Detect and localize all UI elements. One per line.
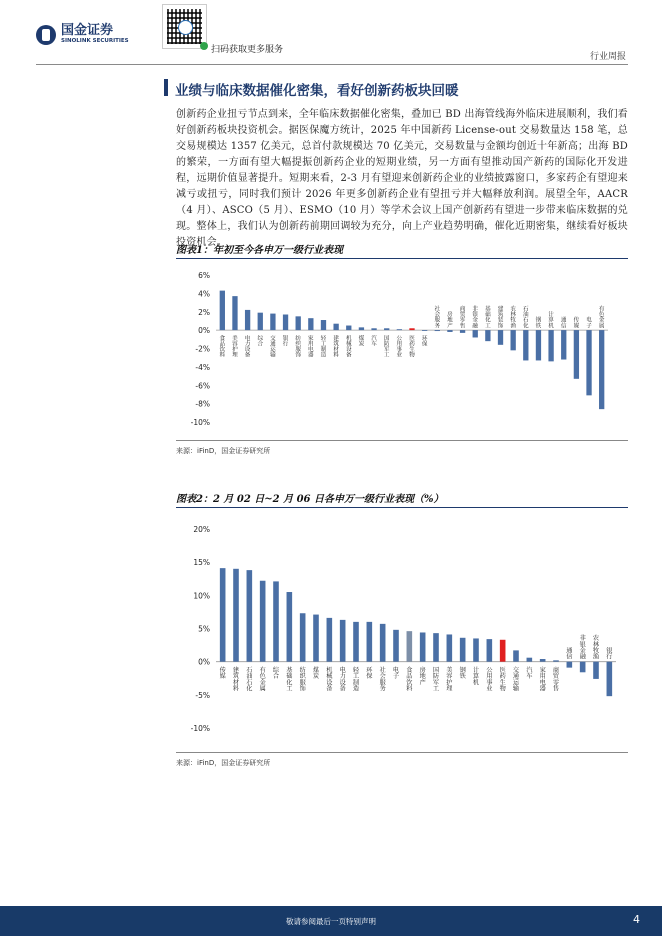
bar	[409, 328, 414, 330]
bar	[384, 328, 389, 330]
bar	[447, 634, 453, 661]
bar	[247, 570, 253, 662]
category-label: 钢铁	[535, 317, 542, 330]
category-label: 国防军工	[383, 335, 390, 359]
category-label: 有色金属	[598, 306, 605, 330]
category-label: 煤炭	[312, 666, 320, 681]
bar	[245, 310, 250, 330]
category-label: 商贸零售	[552, 666, 560, 693]
logo-name-en: SINOLINK SECURITIES	[61, 38, 129, 44]
body-paragraph: 创新药企业扭亏节点到来，全年临床数据催化密集，叠加已 BD 出海管线海外临床进展顺利，我们看好创新药板块投资机会。据医保魔方统计，2025 年中国新药 License-out 交易数量达 158 笔，总交易规模达 1357 亿美元，总首付款规模达 70 亿美元，交易数量与金额均创近十年新高；出海 BD 的繁荣，一方面有望大幅提振创新药企业的短期业绩，另一方面有望推动国产新药的国际化开发进程，远期价值显著提升。短期来看，2-3 月有望迎来创新药企业的业绩披露窗口，多家药企有望迎来减亏或扭亏，同时我们预计 2026 年更多创新药企业有望扭亏并大幅释放利润。展望全年，AACR（4 月）、ASCO（5 月）、ESMO（10 月）等学术会议上国产创新药有望进一步带来临床数据的兑现。整体上，我们认为创新药前期回调较为充分，向上产业趋势明确，催化近期密集，继续看好板块投资机会。	[176, 109, 628, 248]
bar	[500, 640, 506, 662]
category-label: 食品饮料	[406, 666, 413, 693]
y-tick-label: 10%	[193, 591, 210, 601]
figure1-bottom-rule	[176, 440, 628, 441]
category-label: 农林牧渔	[510, 306, 516, 330]
bar	[258, 313, 263, 330]
category-label: 纺织服饰	[295, 335, 301, 359]
category-label: 纺织服饰	[299, 666, 306, 693]
bar	[433, 633, 439, 662]
page-number: 4	[633, 913, 640, 926]
footer-disclaimer[interactable]: 敬请参阅最后一页特别声明	[286, 917, 376, 926]
category-label: 传媒	[573, 317, 580, 330]
bar	[460, 638, 466, 662]
y-tick-label: -5%	[195, 690, 210, 700]
category-label: 汽车	[371, 335, 377, 348]
figure1-top-rule	[176, 258, 628, 259]
bar	[380, 624, 386, 662]
figure2-bottom-rule	[176, 752, 628, 753]
bar	[371, 328, 376, 330]
bar	[232, 296, 237, 330]
figure2-title: 图表2：2 月 02 日~2 月 06 日各申万一级行业表现（%）	[176, 494, 444, 505]
y-tick-label: 15%	[193, 558, 210, 568]
bar	[270, 314, 275, 331]
header-divider	[36, 64, 628, 65]
bar	[447, 330, 452, 332]
bar	[460, 330, 465, 333]
category-label: 钢铁	[459, 666, 466, 681]
bar	[567, 662, 573, 668]
bar	[407, 631, 413, 662]
bar	[553, 660, 559, 661]
figure1-title: 图表1：年初至今各申万一级行业表现	[176, 245, 343, 256]
y-tick-label: -2%	[195, 344, 210, 354]
category-label: 建筑材料	[232, 666, 240, 693]
page-header	[0, 0, 662, 66]
logo-name-cn: 国金证券	[61, 23, 114, 38]
bar	[548, 330, 553, 361]
bar	[233, 569, 239, 662]
y-tick-label: -6%	[195, 381, 210, 391]
y-tick-label: 0%	[198, 657, 210, 667]
bar	[540, 659, 546, 662]
company-logo	[36, 24, 129, 45]
bar	[313, 615, 319, 662]
category-label: 计算机	[548, 312, 554, 330]
category-label: 电力设备	[244, 335, 251, 359]
bar	[586, 330, 591, 395]
category-label: 交通运输	[512, 666, 520, 693]
bar	[359, 327, 364, 330]
category-label: 通信	[560, 317, 567, 330]
category-label: 石油石化	[246, 666, 253, 693]
figure1-chart	[176, 262, 628, 437]
bar	[435, 330, 440, 331]
category-label: 银行	[606, 647, 613, 661]
category-label: 综合	[272, 666, 280, 681]
bar	[287, 592, 293, 662]
y-tick-label: 6%	[198, 271, 210, 280]
category-label: 非银金融	[579, 635, 586, 661]
category-label: 商贸零售	[459, 306, 466, 330]
page-footer	[0, 906, 662, 936]
category-label: 美容护理	[232, 335, 238, 359]
category-label: 电力设备	[339, 666, 346, 693]
figure2-source: 来源：iFinD，国金证券研究所	[176, 759, 271, 767]
category-label: 房地产	[419, 666, 426, 687]
category-label: 交通运输	[270, 335, 276, 359]
y-tick-label: -8%	[195, 399, 210, 409]
category-label: 食品饮料	[219, 335, 226, 359]
bar	[513, 650, 519, 661]
bar	[393, 630, 399, 662]
section-marker	[164, 79, 168, 96]
category-label: 通信	[566, 647, 573, 661]
bar	[536, 330, 541, 360]
category-label: 银行	[282, 335, 289, 348]
bar	[397, 329, 402, 330]
category-label: 家用电器	[539, 666, 546, 693]
category-label: 机械设备	[326, 666, 333, 693]
category-label: 非银金融	[472, 306, 479, 330]
category-label: 有色金属	[259, 666, 266, 693]
category-label: 基础化工	[485, 306, 491, 330]
category-label: 环保	[366, 666, 373, 681]
y-tick-label: 5%	[198, 624, 210, 634]
bar	[593, 662, 599, 679]
bar	[420, 632, 426, 661]
category-label: 机械设备	[345, 335, 352, 359]
y-tick-label: 2%	[198, 307, 210, 317]
y-tick-label: 0%	[198, 326, 210, 336]
bar	[580, 662, 586, 673]
y-tick-label: 20%	[193, 525, 210, 534]
bar	[523, 330, 528, 360]
document-type: 行业周报	[589, 52, 626, 62]
bar	[300, 613, 306, 661]
category-label: 轻工制造	[352, 666, 360, 693]
bar	[607, 662, 613, 696]
category-label: 医药生物	[499, 666, 506, 693]
y-tick-label: -10%	[190, 418, 210, 427]
category-label: 社会服务	[434, 306, 441, 330]
wechat-badge-icon	[200, 42, 208, 50]
bar	[321, 320, 326, 330]
bar	[422, 330, 427, 331]
bar	[511, 330, 516, 350]
category-label: 电子	[586, 317, 592, 330]
bar	[333, 324, 338, 330]
figure1-source: 来源：iFinD，国金证券研究所	[176, 447, 271, 455]
bar	[367, 622, 373, 662]
y-tick-label: -10%	[190, 724, 210, 733]
category-label: 基础化工	[286, 666, 293, 693]
scan-hint: 扫码获取更多服务	[211, 45, 284, 55]
y-tick-label: 4%	[198, 289, 210, 299]
bar	[473, 330, 478, 337]
category-label: 电子	[392, 666, 400, 681]
category-label: 计算机	[472, 666, 480, 687]
logo-mark-icon	[36, 25, 56, 45]
bar	[327, 618, 333, 662]
bar	[273, 581, 279, 661]
bar	[220, 291, 225, 331]
figure2-chart	[176, 512, 628, 748]
category-label: 石油石化	[523, 306, 529, 330]
category-label: 社会服务	[379, 666, 386, 693]
category-label: 环保	[421, 335, 428, 348]
category-label: 建筑装饰	[497, 306, 504, 330]
bar	[485, 330, 490, 341]
bar	[340, 620, 346, 662]
category-label: 国防军工	[432, 666, 440, 693]
category-label: 轻工制造	[320, 335, 327, 359]
category-label: 家用电器	[308, 335, 314, 359]
category-label: 农林牧渔	[592, 635, 600, 661]
category-label: 房地产	[447, 312, 453, 330]
bar	[308, 318, 313, 330]
section-title: 业绩与临床数据催化密集，看好创新药板块回暖	[175, 83, 459, 99]
category-label: 综合	[257, 335, 264, 348]
category-label: 传媒	[219, 666, 226, 681]
bar	[561, 330, 566, 359]
figure2-top-rule	[176, 507, 628, 508]
bar	[599, 330, 604, 409]
bar	[260, 581, 266, 662]
bar	[220, 568, 226, 662]
bar	[527, 658, 533, 662]
category-label: 公用事业	[396, 335, 403, 359]
category-label: 汽车	[526, 666, 533, 681]
bar	[498, 330, 503, 345]
bar	[346, 326, 351, 331]
bar	[296, 316, 301, 330]
category-label: 美容护理	[446, 666, 453, 693]
bar	[473, 638, 479, 661]
category-label: 公用事业	[486, 666, 493, 693]
bar	[574, 330, 579, 379]
category-label: 煤炭	[358, 335, 365, 348]
category-label: 医药生物	[409, 335, 415, 359]
bar	[487, 639, 493, 662]
category-label: 建筑材料	[333, 335, 339, 359]
y-tick-label: -4%	[195, 362, 210, 372]
bar	[353, 622, 359, 662]
qr-code-icon[interactable]	[162, 4, 207, 49]
bar	[283, 315, 288, 331]
